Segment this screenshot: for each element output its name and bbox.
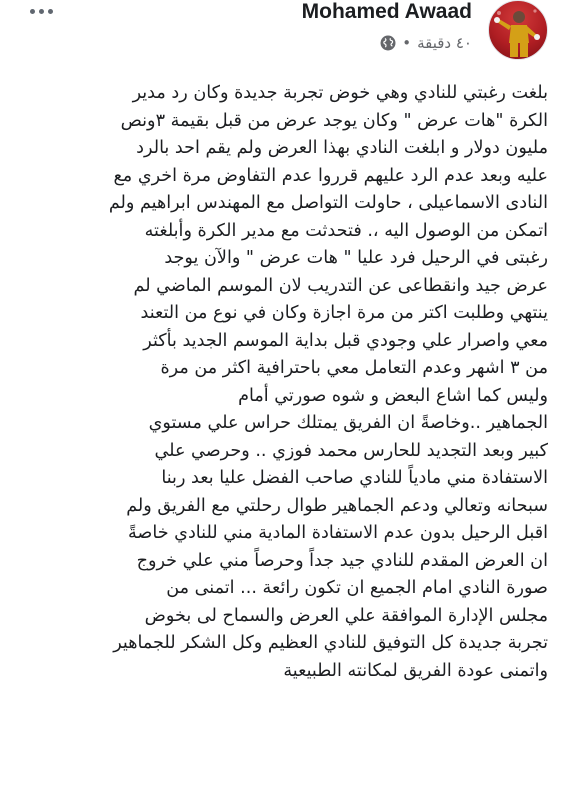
more-options-button[interactable] — [30, 6, 54, 16]
post-text-line: من ٣ اشهر وعدم التعامل معي باحترافية اكثر من مرة — [160, 358, 548, 378]
post-text-line: ينتهي وطلبت اكتر من مرة اجازة وكان في نوع من التعند — [140, 303, 548, 323]
post-text-line: مليون دولار و ابلغت النادي بهذا العرض ولم يقم احد بالرد — [136, 138, 548, 158]
post-text-line: رغبتى في الرحيل فرد عليا " هات عرض " والآن يوجد — [164, 248, 548, 268]
post-text-line: معي واصرار علي وجودي قبل بداية الموسم الجديد بأكثر — [143, 330, 548, 351]
author-avatar[interactable] — [488, 0, 548, 60]
post-text-line: ان العرض المقدم للنادي جيد جداً وحرصاً مني علي خروج — [136, 550, 548, 571]
post-text-line: سبحانه وتعالي ودعم الجماهير طوال رحلتي مع الفريق ولم — [126, 495, 548, 516]
post-text-line: مجلس الإدارة الموافقة علي العرض والسماح لى بخوض — [144, 605, 548, 626]
post-text-line: عليه وبعد عدم الرد عليهم قرروا عدم التفاوض مرة اخري مع — [113, 165, 548, 186]
post-text-line: تجربة جديدة كل التوفيق للنادي العظيم وكل الشكر للجماهير — [113, 633, 548, 653]
post-body — [18, 80, 548, 685]
post-text-line: صورة النادي امام الجميع ان تكون رائعة ... اتمنى من — [166, 578, 548, 598]
post-text-line: عرض جيد وانقطاعى عن التدريب لان الموسم الماضي لم — [133, 275, 548, 296]
post-text-line: اتمكن من الوصول اليه ،. فتحدثت مع مدير الكرة وأبلغته — [144, 220, 548, 241]
post-text-line: الكرة "هات عرض " وكان يوجد عرض من قبل بقيمة ٣ونص — [120, 110, 548, 131]
post-text-line: الجماهير ..وخاصةً ان الفريق يمتلك حراس علي مستوي — [148, 413, 548, 433]
post-text-line: واتمنى عودة الفريق لمكانته الطبيعية — [283, 660, 548, 681]
post-text-line: اقبل الرحيل بدون عدم الاستفادة المادية مني للنادي خاصةً — [127, 523, 548, 543]
post-text-line: بلغت رغبتي للنادي وهي خوض تجربة جديدة وكان رد مدير — [132, 83, 548, 103]
post-text-line: كبير وبعد التجديد للحارس محمد فوزي .. وحرصي علي — [154, 440, 548, 461]
meta-separator: • — [402, 34, 412, 52]
author-name[interactable]: Mohamed Awaad — [301, 0, 472, 23]
globe-icon[interactable] — [380, 35, 396, 51]
post-text-line: النادى الاسماعيلى ، حاولت التواصل مع المهندس ابراهيم ولم — [108, 193, 548, 213]
post-text-line: الاستفادة مني مادياً للنادي صاحب الفضل عليا بعد ربنا — [161, 468, 548, 488]
post-header — [0, 0, 562, 70]
post-meta — [380, 34, 472, 52]
post-text-line: وليس كما اشاع البعض و شوه صورتي أمام — [238, 385, 548, 406]
post-timestamp[interactable]: ٤٠ دقيقة — [417, 34, 472, 52]
more-options-icon — [30, 9, 35, 14]
